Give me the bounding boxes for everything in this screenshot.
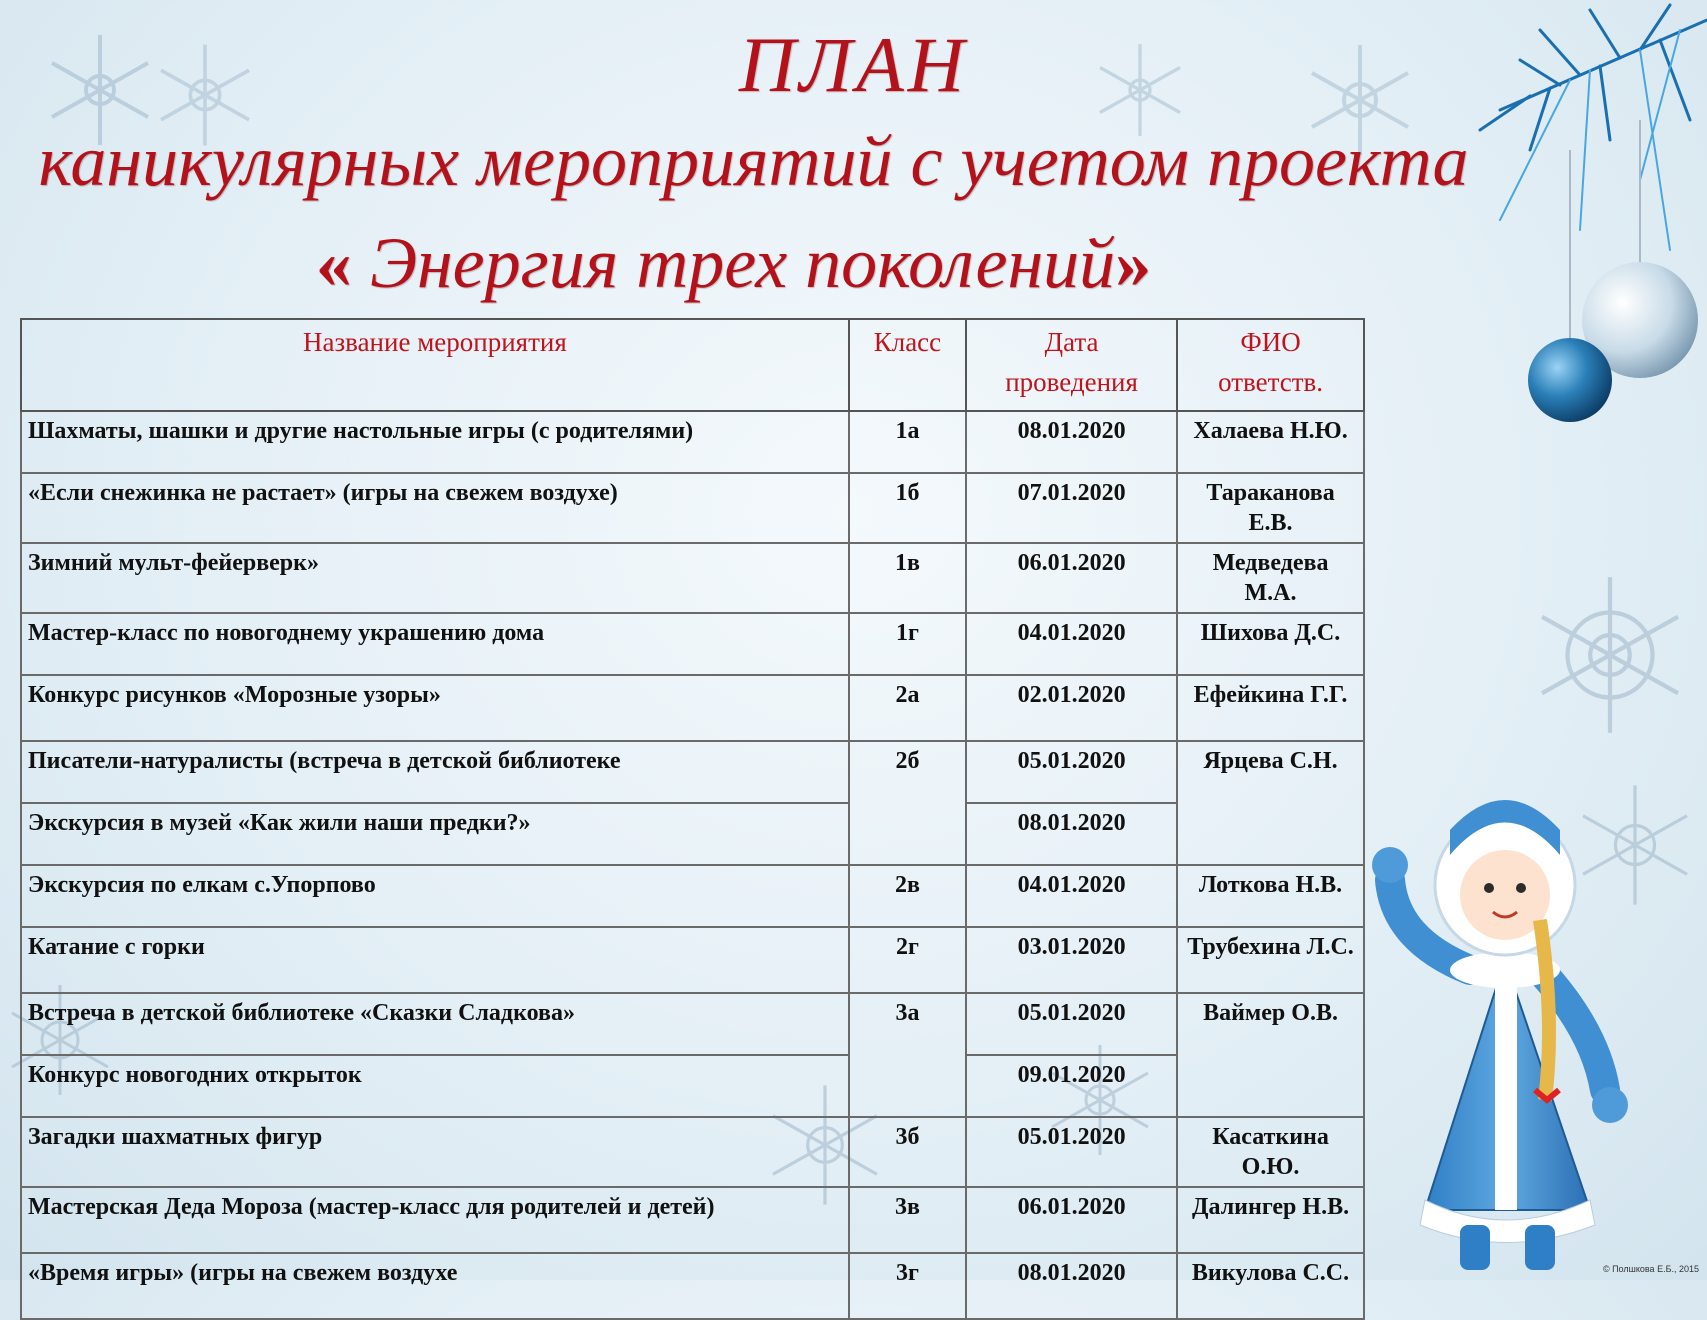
snow-maiden-illustration — [1355, 770, 1655, 1275]
table-row — [21, 993, 1364, 1055]
event-grade: 3в — [849, 1187, 966, 1253]
table-header-row — [21, 319, 1364, 411]
event-name: Мастер-класс по новогоднему украшению дома — [21, 613, 849, 675]
event-date: 04.01.2020 — [966, 613, 1177, 675]
event-grade: 3а — [849, 993, 966, 1117]
event-date: 05.01.2020 — [966, 741, 1177, 803]
table-row — [21, 927, 1364, 993]
project-name-text: Энергия трех поколений — [351, 223, 1116, 303]
page-title: ПЛАН — [738, 21, 969, 108]
event-name: Конкурс новогодних открыток — [21, 1055, 849, 1117]
event-responsible: Ваймер О.В. — [1177, 993, 1364, 1117]
event-date: 08.01.2020 — [966, 411, 1177, 473]
page-subtitle: каникулярных мероприятий с учетом проекта — [38, 121, 1469, 201]
open-quote: « — [315, 223, 352, 303]
event-name: Мастерская Деда Мороза (мастер-класс для родителей и детей) — [21, 1187, 849, 1253]
event-grade: 1б — [849, 473, 966, 543]
event-responsible: Викулова С.С. — [1177, 1253, 1364, 1319]
event-grade: 1а — [849, 411, 966, 473]
table-row — [21, 803, 1364, 865]
event-name: «Если снежинка не растает» (игры на свежем воздухе) — [21, 473, 849, 543]
event-responsible: Халаева Н.Ю. — [1177, 411, 1364, 473]
header-responsible: ФИО ответств. — [1177, 319, 1364, 411]
event-responsible: Далингер Н.В. — [1177, 1187, 1364, 1253]
header-grade: Класс — [849, 319, 966, 411]
event-name: «Время игры» (игры на свежем воздухе — [21, 1253, 849, 1319]
event-name: Экскурсия в музей «Как жили наши предки?» — [21, 803, 849, 865]
event-date: 04.01.2020 — [966, 865, 1177, 927]
event-name: Экскурсия по елкам с.Упорпово — [21, 865, 849, 927]
event-date: 03.01.2020 — [966, 927, 1177, 993]
table-row — [21, 1117, 1364, 1187]
project-name — [0, 222, 1587, 305]
snowflake-icon — [1525, 570, 1695, 740]
event-date: 02.01.2020 — [966, 675, 1177, 741]
event-date: 08.01.2020 — [966, 803, 1177, 865]
events-table — [20, 318, 1365, 1320]
event-grade: 1в — [849, 543, 966, 613]
table-row — [21, 1253, 1364, 1319]
table-row — [21, 613, 1364, 675]
table-row — [21, 1055, 1364, 1117]
event-date: 08.01.2020 — [966, 1253, 1177, 1319]
event-responsible: Касаткина О.Ю. — [1177, 1117, 1364, 1187]
event-responsible: Ефейкина Г.Г. — [1177, 675, 1364, 741]
event-date: 09.01.2020 — [966, 1055, 1177, 1117]
table-row — [21, 675, 1364, 741]
event-responsible: Тараканова Е.В. — [1177, 473, 1364, 543]
event-name: Загадки шахматных фигур — [21, 1117, 849, 1187]
event-name: Шахматы, шашки и другие настольные игры (с родителями) — [21, 411, 849, 473]
event-date: 05.01.2020 — [966, 993, 1177, 1055]
table-row — [21, 865, 1364, 927]
event-grade: 2а — [849, 675, 966, 741]
table-row — [21, 411, 1364, 473]
table-row — [21, 741, 1364, 803]
table-row — [21, 543, 1364, 613]
table-row — [21, 1187, 1364, 1253]
event-date: 05.01.2020 — [966, 1117, 1177, 1187]
header-date: Дата проведения — [966, 319, 1177, 411]
event-date: 06.01.2020 — [966, 543, 1177, 613]
event-grade: 2г — [849, 927, 966, 993]
event-responsible: Ярцева С.Н. — [1177, 741, 1364, 865]
event-grade: 2б — [849, 741, 966, 865]
event-grade: 3г — [849, 1253, 966, 1319]
event-name: Зимний мульт-фейерверк» — [21, 543, 849, 613]
event-grade: 2в — [849, 865, 966, 927]
close-quote: » — [1115, 223, 1152, 303]
copyright-note: © Полшкова Е.Б., 2015 — [1602, 1264, 1699, 1274]
event-grade: 3б — [849, 1117, 966, 1187]
event-responsible: Трубехина Л.С. — [1177, 927, 1364, 993]
table-row — [21, 473, 1364, 543]
event-name: Катание с горки — [21, 927, 849, 993]
header-name: Название мероприятия — [21, 319, 849, 411]
event-name: Конкурс рисунков «Морозные узоры» — [21, 675, 849, 741]
event-name: Встреча в детской библиотеке «Сказки Сладкова» — [21, 993, 849, 1055]
event-responsible: Медведева М.А. — [1177, 543, 1364, 613]
event-name: Писатели-натуралисты (встреча в детской библиотеке — [21, 741, 849, 803]
event-date: 07.01.2020 — [966, 473, 1177, 543]
event-grade: 1г — [849, 613, 966, 675]
event-responsible: Шихова Д.С. — [1177, 613, 1364, 675]
event-responsible: Лоткова Н.В. — [1177, 865, 1364, 927]
event-date: 06.01.2020 — [966, 1187, 1177, 1253]
